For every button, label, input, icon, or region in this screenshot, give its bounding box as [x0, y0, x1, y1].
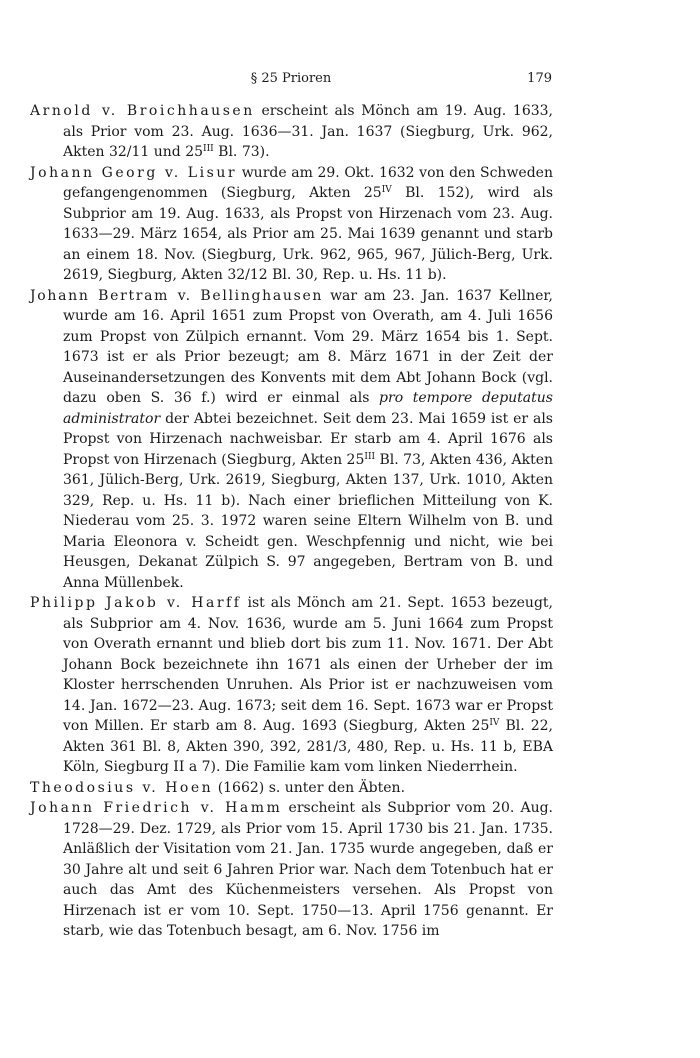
person-name: Philipp Jakob v. Harff: [30, 595, 242, 611]
page-number: 179: [527, 71, 552, 86]
entry-johann-bertram-v-bellinghausen: [30, 286, 553, 594]
roman-superscript: IV: [381, 185, 392, 195]
entry-text: Bl. 73).: [213, 144, 270, 160]
entry-arnold-v-broichhausen: [30, 101, 553, 163]
person-name: Johann Georg v. Lisur: [30, 164, 238, 181]
person-name: Johann Friedrich v. Hamm: [30, 800, 283, 816]
text-body: [30, 101, 553, 942]
person-name: Theodosius v. Hoen: [30, 779, 214, 796]
entry-text: wurde am 29. Okt. 1632 von den Schweden gefangengenommen (Siegburg, Akten 25: [63, 164, 553, 201]
entry-text: Bl. 73, Akten 436, Akten 361, Jülich-Berg, Urk. 2619, Siegburg, Akten 137, Urk. 1010, Akten 329, Rep. u. Hs. 11 b). Nach einer brieflichen Mitteilung von K. Niederau vom 25. 3. 1972 waren seine Eltern Wilhelm von B. und Maria Eleonora v. Scheidt gen. Weschpfennig und nicht, wie bei Heusgen, Dekanat Zülpich S. 97 angegeben, Bertram von B. und Anna Müllenbek.: [63, 451, 554, 591]
entry-text: war am 23. Jan. 1637 Kellner, wurde am 16. April 1651 zum Propst von Overath, am 4. Juli 1656 zum Propst von Zülpich ernannt. Vom 29. März 1654 bis 1. Sept. 1673 ist er als Prior bezeugt; am 8. März 1671 in der Zeit der Auseinandersetzungen des Konvents mit dem Abt Johann Bock (vgl. dazu oben S. 36 f.) wird er einmal als: [63, 287, 554, 406]
person-name: Arnold v. Broichhausen: [30, 103, 255, 119]
entry-text: ist als Mönch am 21. Sept. 1653 bezeugt, als Subprior am 4. Nov. 1636, wurde am 5. Juni 1664 zum Propst von Overath ernannt und blieb dort bis zum 11. Nov. 1671. Der Abt Johann Bock bezeichnete ihn 1671 als einen der Urheber der im Kloster herrschenden Unruhen. Als Prior ist er nachzuweisen vom 14. Jan. 1672—23. Aug. 1673; seit dem 16. Sept. 1673 war er Propst von Millen. Er starb am 8. Aug. 1693 (Siegburg, Akten 25: [63, 595, 553, 734]
roman-superscript: IV: [489, 718, 500, 728]
entry-text: erscheint als Mönch am 19. Aug. 1633, als Prior vom 23. Aug. 1636—31. Jan. 1637 (Siegburg, Urk. 962, Akten 32/11 und 25: [63, 103, 553, 160]
entry-johann-friedrich-v-hamm: [30, 798, 553, 942]
roman-superscript: III: [203, 144, 214, 154]
entry-text: Bl. 22, Akten 361 Bl. 8, Akten 390, 392, 281/3, 480, Rep. u. Hs. 11 b, EBA Köln, Siegburg II a 7). Die Familie kam vom linken Niederrhein.: [63, 718, 553, 775]
entry-text: der Abtei bezeichnet. Seit dem 23. Mai 1659 ist er als Propst von Hirzenach nachweisbar. Er starb am 4. April 1676 als Propst von Hirzenach (Siegburg, Akten 25: [63, 410, 553, 468]
entry-theodosius-v-hoen: [30, 778, 553, 799]
entry-text: Bl. 152), wird als Subprior am 19. Aug. 1633, als Propst von Hirzenach vom 23. Aug. 1633—29. März 1654, als Prior am 25. Mai 1639 genannt und starb an einem 18. Nov. (Siegburg, Urk. 962, 965, 967, Jülich-Berg, Urk. 2619, Siegburg, Akten 32/12 Bl. 30, Rep. u. Hs. 11 b).: [63, 185, 553, 283]
roman-superscript: III: [364, 451, 376, 462]
latin-phrase: pro tempore deputatus administrator: [63, 390, 553, 427]
entry-text: erscheint als Subprior vom 20. Aug. 1728—29. Dez. 1729, als Prior vom 15. April 1730 bis 21. Jan. 1735. Anläßlich der Visitation vom 21. Jan. 1735 wurde angegeben, daß er 30 Jahre alt und seit 6 Jahren Prior war. Nach dem Totenbuch hat er auch das Amt des Küchenmeisters versehen. Als Propst von Hirzenach ist er vom 10. Sept. 1750—13. April 1756 genannt. Er starb, wie das Totenbuch besagt, am 6. Nov. 1756 im: [63, 800, 553, 939]
entry-philipp-jakob-v-harff: [30, 593, 553, 778]
entry-johann-georg-v-lisur: [30, 163, 553, 286]
entry-text: (1662) s. unter den Äbten.: [217, 779, 406, 796]
running-head: [30, 70, 552, 88]
person-name: Johann Bertram v. Bellinghausen: [30, 287, 324, 304]
section-title: § 25 Prioren: [250, 71, 332, 86]
